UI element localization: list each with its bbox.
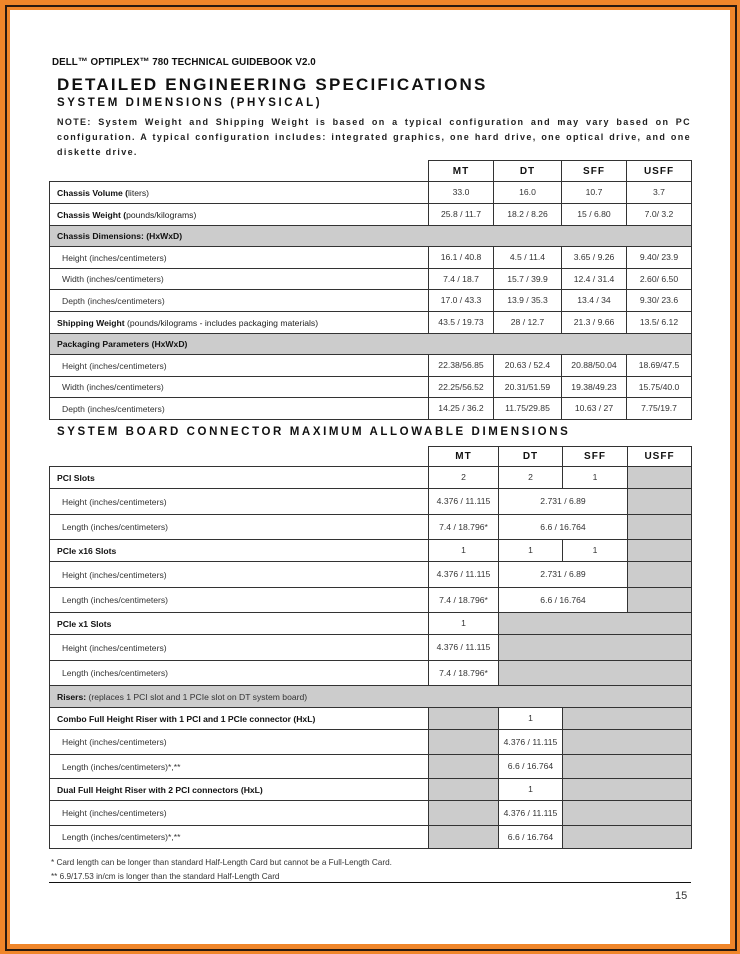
table-row: Width (inches/centimeters) 7.4 / 18.7 15.7 / 39.9 12.4 / 31.4 2.60/ 6.50: [50, 269, 692, 290]
table-row: Height (inches/centimeters) 4.376 / 11.115: [50, 801, 692, 826]
page-number: 15: [675, 890, 688, 902]
table-row: Length (inches/centimeters) 7.4 / 18.796* 6.6 / 16.764: [50, 588, 692, 613]
table-row: PCI Slots 2 2 1: [50, 467, 692, 489]
table-row: PCIe x16 Slots 1 1 1: [50, 540, 692, 562]
table-header-row: [50, 447, 692, 467]
section-row-chassis-dimensions: Chassis Dimensions: (HxWxD): [50, 226, 692, 247]
table-row: Depth (inches/centimeters) 17.0 / 43.3 13.9 / 35.3 13.4 / 34 9.30/ 23.6: [50, 290, 692, 312]
col-dt: DT: [499, 447, 563, 467]
col-usff: USFF: [628, 447, 692, 467]
row-label: Shipping Weight (pounds/kilograms - includes packaging materials): [50, 312, 429, 334]
col-sff: SFF: [562, 161, 627, 182]
table-header-row: [50, 161, 692, 182]
table-row: Height (inches/centimeters) 22.38/56.85 20.63 / 52.4 20.88/50.04 18.69/47.5: [50, 355, 692, 377]
row-label: Chassis Weight (pounds/kilograms): [50, 204, 429, 226]
table-row: Depth (inches/centimeters) 14.25 / 36.2 11.75/29.85 10.63 / 27 7.75/19.7: [50, 398, 692, 420]
guidebook-title: DELL™ OPTIPLEX™ 780 TECHNICAL GUIDEBOOK V2.0: [52, 56, 316, 68]
footnote-2: ** 6.9/17.53 in/cm is longer than the standard Half-Length Card: [51, 872, 280, 881]
col-sff: SFF: [563, 447, 628, 467]
table-row: Height (inches/centimeters) 16.1 / 40.8 4.5 / 11.4 3.65 / 9.26 9.40/ 23.9: [50, 247, 692, 269]
col-usff: USFF: [627, 161, 692, 182]
col-mt: MT: [429, 161, 494, 182]
table-row: Length (inches/centimeters)*,** 6.6 / 16.764: [50, 826, 692, 849]
table-row: Chassis Weight (pounds/kilograms) 25.8 / 11.7 18.2 / 8.26 15 / 6.80 7.0/ 3.2: [50, 204, 692, 226]
col-dt: DT: [494, 161, 562, 182]
table-row: Height (inches/centimeters) 4.376 / 11.115 2.731 / 6.89: [50, 562, 692, 588]
table-row: Height (inches/centimeters) 4.376 / 11.115: [50, 635, 692, 661]
section-row-risers: Risers: (replaces 1 PCI slot and 1 PCIe slot on DT system board): [50, 686, 692, 708]
table-row: Height (inches/centimeters) 4.376 / 11.115 2.731 / 6.89: [50, 489, 692, 515]
section-heading-dimensions: SYSTEM DIMENSIONS (PHYSICAL): [57, 97, 323, 109]
table-row: Chassis Volume (liters) 33.0 16.0 10.7 3.7: [50, 182, 692, 204]
table-row: Length (inches/centimeters) 7.4 / 18.796* 6.6 / 16.764: [50, 515, 692, 540]
table-row: Width (inches/centimeters) 22.25/56.52 20.31/51.59 19.38/49.23 15.75/40.0: [50, 377, 692, 398]
table-row: Shipping Weight (pounds/kilograms - includes packaging materials) 43.5 / 19.73 28 / 12.7 21.3 / 9.66 13.5/ 6.12: [50, 312, 692, 334]
main-heading: DETAILED ENGINEERING SPECIFICATIONS: [57, 75, 488, 94]
table-row: Dual Full Height Riser with 2 PCI connectors (HxL) 1: [50, 779, 692, 801]
document-page: [10, 10, 730, 944]
footer-divider: [49, 882, 691, 883]
table-row: PCIe x1 Slots 1: [50, 613, 692, 635]
weight-note: NOTE: System Weight and Shipping Weight is based on a typical configuration and may vary based on PC configuration. A typical configuration includes: integrated graphics, one hard drive, one optical drive, and one diskette drive.: [57, 117, 691, 157]
system-dimensions-table: [49, 160, 692, 420]
table-row: Length (inches/centimeters)*,** 6.6 / 16.764: [50, 755, 692, 779]
connector-dimensions-table: [49, 446, 692, 849]
section-row-packaging: Packaging Parameters (HxWxD): [50, 334, 692, 355]
section-heading-connectors: SYSTEM BOARD CONNECTOR MAXIMUM ALLOWABLE DIMENSIONS: [57, 426, 571, 438]
row-label: Chassis Volume (liters): [50, 182, 429, 204]
footnote-1: * Card length can be longer than standard Half-Length Card but cannot be a Full-Length Card.: [51, 858, 392, 867]
table-row: Height (inches/centimeters) 4.376 / 11.115: [50, 730, 692, 755]
table-row: Combo Full Height Riser with 1 PCI and 1 PCIe connector (HxL) 1: [50, 708, 692, 730]
col-mt: MT: [429, 447, 499, 467]
table-row: Length (inches/centimeters) 7.4 / 18.796*: [50, 661, 692, 686]
